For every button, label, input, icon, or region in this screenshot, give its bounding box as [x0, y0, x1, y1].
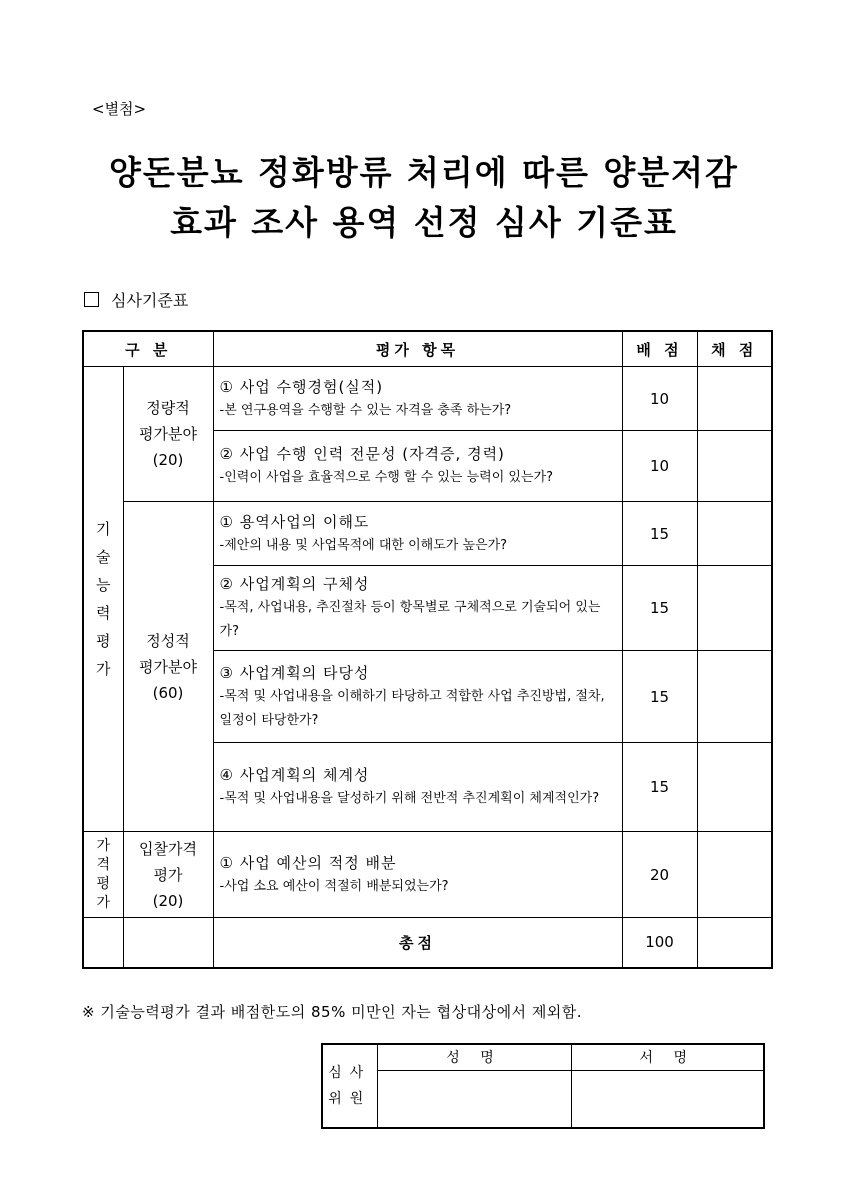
score-cell[interactable] — [697, 367, 772, 431]
eval-item: ② 사업 수행 인력 전문성 (자격증, 경력) -인력이 사업을 효율적으로 수행 할 수 있는 능력이 있는가? — [213, 431, 622, 502]
section-heading — [84, 288, 188, 311]
score-cell[interactable] — [697, 566, 772, 651]
table-header-row — [83, 331, 772, 367]
score-cell[interactable] — [697, 832, 772, 918]
criteria-table — [82, 330, 773, 969]
bid-price-category: 입찰가격 평가 (20) — [123, 832, 213, 918]
eval-item: ③ 사업계획의 타당성 -목적 및 사업내용을 이해하기 타당하고 적합한 사업 추진방법, 절차, 일정이 타당한가? — [213, 651, 622, 743]
score-cell[interactable] — [697, 651, 772, 743]
header-items: 평가 항목 — [213, 331, 622, 367]
item-points: 10 — [622, 367, 697, 431]
signature-column-header: 서 명 — [571, 1044, 764, 1070]
total-label: 총점 — [213, 918, 622, 968]
item-points: 15 — [622, 651, 697, 743]
table-row — [83, 832, 772, 918]
table-row — [83, 502, 772, 566]
section-label: 심사기준표 — [111, 291, 189, 310]
tech-eval-group: 기 술 능 력 평 가 — [83, 367, 123, 832]
document-title-line2: 효과 조사 용역 선정 심사 기준표 — [170, 203, 678, 242]
total-score-cell[interactable] — [697, 918, 772, 968]
item-points: 15 — [622, 502, 697, 566]
total-points: 100 — [622, 918, 697, 968]
header-category: 구 분 — [83, 331, 213, 367]
item-points: 10 — [622, 431, 697, 502]
empty-cell — [123, 918, 213, 968]
reviewer-signature-field[interactable] — [571, 1070, 764, 1128]
item-points: 20 — [622, 832, 697, 918]
checkbox-icon — [84, 292, 99, 307]
total-row — [83, 918, 772, 968]
eval-item: ① 사업 수행경험(실적) -본 연구용역을 수행할 수 있는 자격을 충족 하는가? — [213, 367, 622, 431]
attachment-label: <별첨> — [92, 100, 147, 118]
reviewer-name-field[interactable] — [377, 1070, 571, 1128]
eval-item: ① 사업 예산의 적정 배분 -사업 소요 예산이 적절히 배분되었는가? — [213, 832, 622, 918]
score-cell[interactable] — [697, 743, 772, 832]
eval-item: ④ 사업계획의 체계성 -목적 및 사업내용을 달성하기 위해 전반적 추진계획이 체계적인가? — [213, 743, 622, 832]
header-points: 배 점 — [622, 331, 697, 367]
table-row — [83, 367, 772, 431]
eval-item: ② 사업계획의 구체성 -목적, 사업내용, 추진절차 등이 항목별로 구체적으로 기술되어 있는가? — [213, 566, 622, 651]
document-title-line1: 양돈분뇨 정화방류 처리에 따른 양분저감 — [109, 153, 739, 192]
item-points: 15 — [622, 566, 697, 651]
score-cell[interactable] — [697, 502, 772, 566]
qual-eval-category: 정성적 평가분야 (60) — [123, 502, 213, 832]
price-eval-group: 가 격 평 가 — [83, 832, 123, 918]
reviewer-sign-table — [321, 1043, 765, 1129]
exclusion-note: ※ 기술능력평가 결과 배점한도의 85% 미만인 자는 협상대상에서 제외함. — [82, 1003, 583, 1021]
name-column-header: 성 명 — [377, 1044, 571, 1070]
eval-item: ① 용역사업의 이해도 -제안의 내용 및 사업목적에 대한 이해도가 높은가? — [213, 502, 622, 566]
score-cell[interactable] — [697, 431, 772, 502]
item-points: 15 — [622, 743, 697, 832]
reviewer-label: 심사 위원 — [322, 1044, 377, 1128]
quant-eval-category: 정량적 평가분야 (20) — [123, 367, 213, 502]
header-score: 채 점 — [697, 331, 772, 367]
empty-cell — [83, 918, 123, 968]
